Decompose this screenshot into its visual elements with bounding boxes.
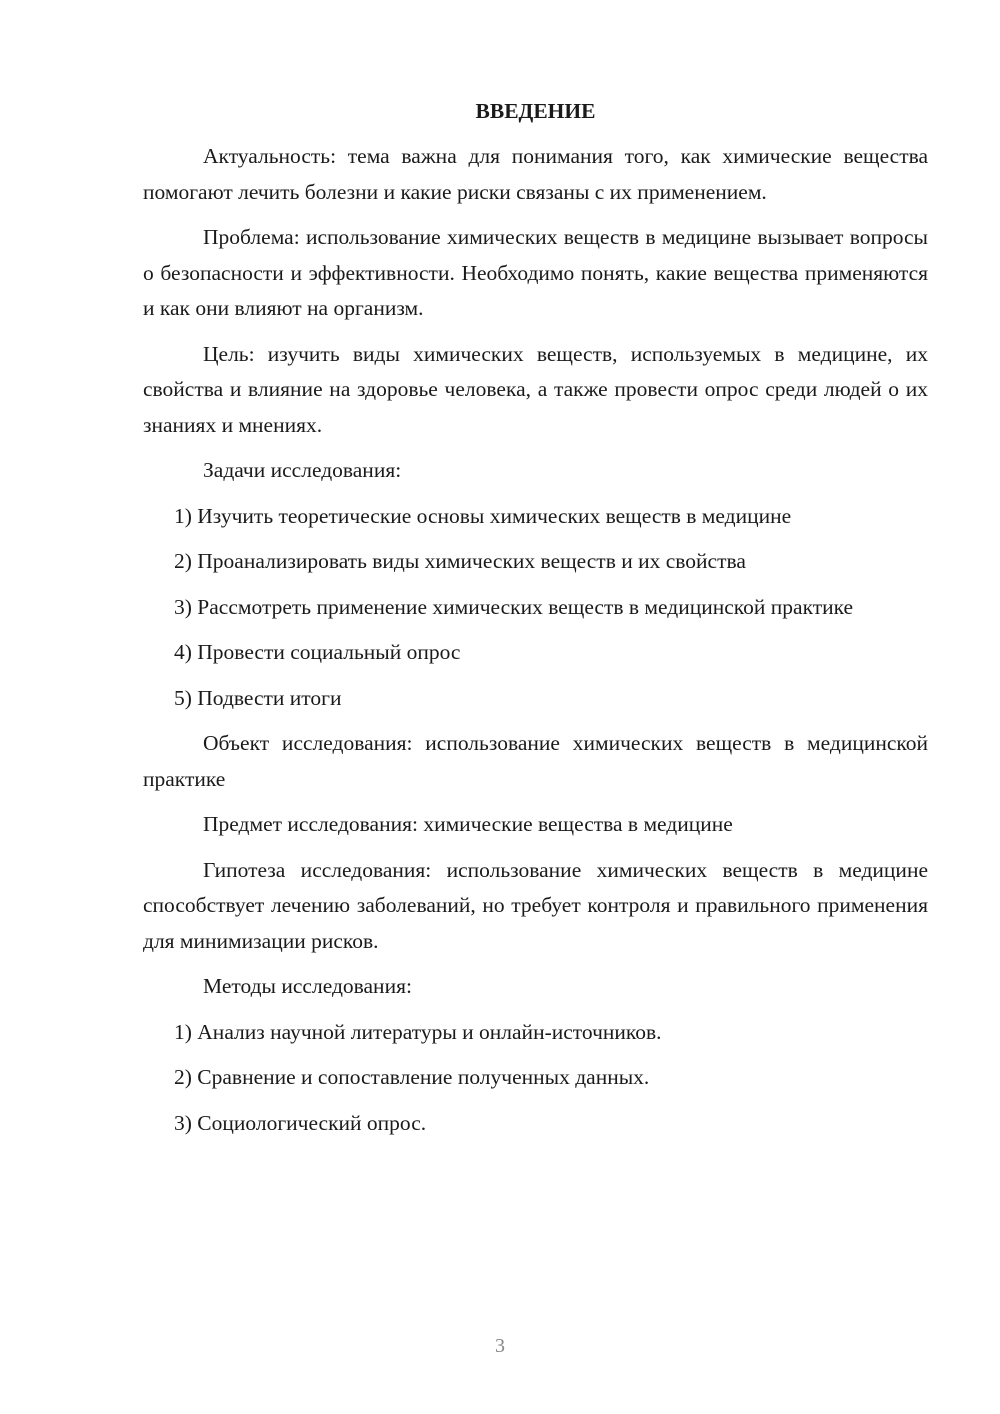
task-item: 1) Изучить теоретические основы химических веществ в медицине	[174, 503, 792, 528]
hypothesis-paragraph: Гипотеза исследования: использование химических веществ в медицине способствует лечению заболеваний, но требует контроля и правильного применения для минимизации рисков.	[143, 857, 928, 953]
task-item: 4) Провести социальный опрос	[174, 640, 461, 664]
methods-heading: Методы исследования:	[203, 974, 412, 998]
task-item: 2) Проанализировать виды химических веществ и их свойства	[174, 549, 746, 573]
task-item: 5) Подвести итоги	[174, 685, 342, 710]
document-body	[143, 96, 928, 1151]
tasks-heading: Задачи исследования:	[203, 458, 402, 482]
method-item: 1) Анализ научной литературы и онлайн-источников.	[174, 1019, 662, 1044]
task-item: 3) Рассмотреть применение химических веществ в медицинской практике	[174, 594, 854, 619]
section-title: ВВЕДЕНИЕ	[475, 99, 596, 123]
page-number: 3	[495, 1335, 505, 1357]
method-item: 3) Социологический опрос.	[174, 1110, 427, 1135]
problem-paragraph: Проблема: использование химических веществ в медицине вызывает вопросы о безопасности и эффективности. Необходимо понять, какие вещества применяются и как они влияют на организм.	[143, 225, 928, 320]
subject-paragraph: Предмет исследования: химические вещества в медицине	[203, 812, 733, 836]
method-item: 2) Сравнение и сопоставление полученных данных.	[174, 1065, 650, 1089]
relevance-paragraph: Актуальность: тема важна для понимания того, как химические вещества помогают лечить болезни и какие риски связаны с их применением.	[143, 144, 928, 204]
object-paragraph: Объект исследования: использование химических веществ в медицинской практике	[143, 731, 928, 791]
goal-paragraph: Цель: изучить виды химических веществ, используемых в медицине, их свойства и влияние на здоровье человека, а также провести опрос среди людей о их знаниях и мнениях.	[143, 341, 928, 437]
